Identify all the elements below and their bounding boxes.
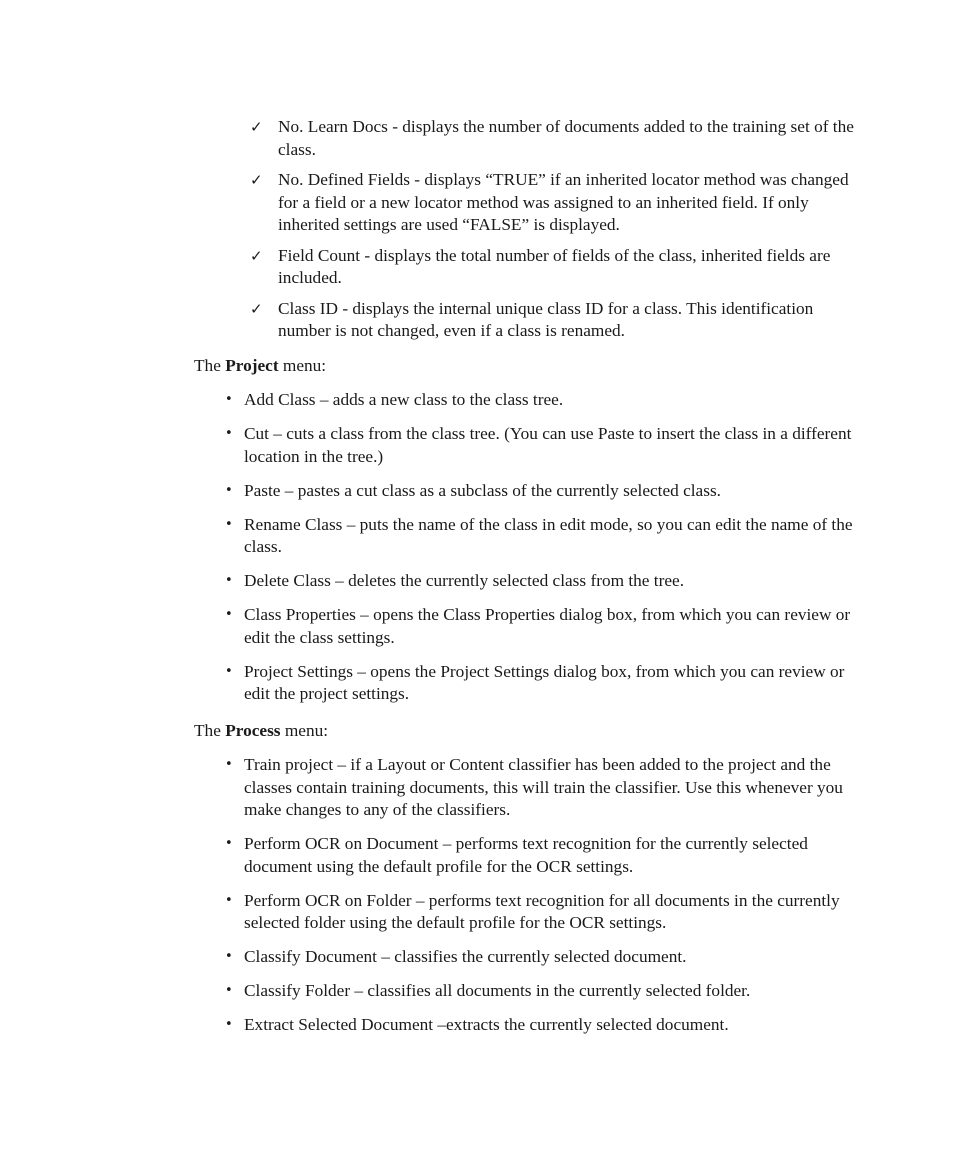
bullet-icon: •: [225, 983, 233, 998]
list-item-text: Train project – if a Layout or Content classifier has been added to the project and the classes contain training documents, this will train the classifier. Use this whenever you make changes to any of the classifiers.: [244, 755, 843, 819]
check-list-item: [250, 169, 870, 237]
bullet-icon: •: [225, 573, 233, 588]
check-list-text: Field Count - displays the total number of fields of the class, inherited fields are included.: [278, 245, 831, 287]
list-item: [225, 833, 870, 878]
list-item-text: Delete Class – deletes the currently selected class from the tree.: [244, 571, 685, 590]
bullet-icon: •: [225, 392, 233, 407]
list-item-text: Class Properties – opens the Class Properties dialog box, from which you can review or edit the class settings.: [244, 605, 851, 647]
heading-suffix: menu:: [278, 356, 327, 375]
check-list-item: [250, 116, 870, 161]
check-list-item: [250, 245, 870, 290]
bullet-icon: •: [225, 516, 233, 532]
bullet-icon: •: [225, 836, 233, 851]
list-item-text: Classify Document – classifies the currently selected document.: [244, 947, 687, 966]
check-list-item: [250, 298, 870, 343]
process-menu-heading: [194, 720, 328, 743]
heading-menu-name: Project: [225, 356, 279, 375]
bullet-icon: •: [225, 482, 233, 498]
list-item-text: Rename Class – puts the name of the class in edit mode, so you can edit the name of the class.: [244, 514, 853, 556]
list-item: [225, 980, 870, 1003]
list-item: [225, 604, 870, 649]
process-menu-list: [225, 754, 870, 1048]
list-item: [225, 389, 870, 412]
bullet-icon: •: [225, 1017, 233, 1032]
check-list-text: No. Learn Docs - displays the number of documents added to the training set of the class.: [278, 117, 854, 159]
list-item: [225, 514, 870, 559]
bullet-icon: •: [225, 892, 233, 908]
checkmark-icon: ✓: [250, 299, 263, 318]
list-item: [225, 1014, 870, 1037]
list-item-text: Cut – cuts a class from the class tree. (You can use Paste to insert the class in a different location in the tree.): [244, 424, 852, 466]
bullet-icon: •: [225, 607, 233, 622]
checkmark-icon: ✓: [250, 246, 263, 265]
list-item-text: Perform OCR on Folder – performs text recognition for all documents in the currently selected folder using the default profile for the OCR settings.: [244, 890, 840, 932]
bullet-icon: •: [225, 426, 233, 441]
list-item: [225, 754, 870, 822]
project-menu-heading: [194, 355, 326, 378]
list-item-text: Extract Selected Document –extracts the currently selected document.: [244, 1015, 729, 1034]
heading-menu-name: Process: [225, 721, 281, 740]
list-item: [225, 946, 870, 969]
bullet-icon: •: [225, 663, 233, 679]
checkmark-icon: ✓: [250, 118, 263, 136]
list-item-text: Paste – pastes a cut class as a subclass of the currently selected class.: [244, 480, 721, 500]
bullet-icon: •: [225, 757, 233, 772]
heading-suffix: menu:: [280, 721, 329, 740]
heading-prefix: The: [194, 721, 226, 740]
list-item-text: Project Settings – opens the Project Settings dialog box, from which you can review or edit the project settings.: [244, 661, 845, 703]
project-menu-list: [225, 389, 870, 717]
heading-prefix: The: [194, 356, 226, 375]
list-item: [225, 480, 870, 503]
check-list-text: Class ID - displays the internal unique class ID for a class. This identification number is not changed, even if a class is renamed.: [278, 298, 814, 340]
list-item: [225, 661, 870, 706]
list-item-text: Perform OCR on Document – performs text recognition for the currently selected document using the default profile for the OCR settings.: [244, 834, 808, 876]
field-column-list: [250, 116, 870, 351]
bullet-icon: •: [225, 949, 233, 964]
list-item-text: Add Class – adds a new class to the class tree.: [244, 390, 564, 409]
list-item: [225, 570, 870, 593]
check-list-text: No. Defined Fields - displays “TRUE” if an inherited locator method was changed for a field or a new locator method was assigned to an inherited field. If only inherited settings are used “FALSE” is displayed.: [278, 170, 849, 234]
checkmark-icon: ✓: [250, 171, 263, 189]
list-item: [225, 890, 870, 935]
list-item-text: Classify Folder – classifies all documents in the currently selected folder.: [244, 981, 751, 1000]
list-item: [225, 423, 870, 468]
